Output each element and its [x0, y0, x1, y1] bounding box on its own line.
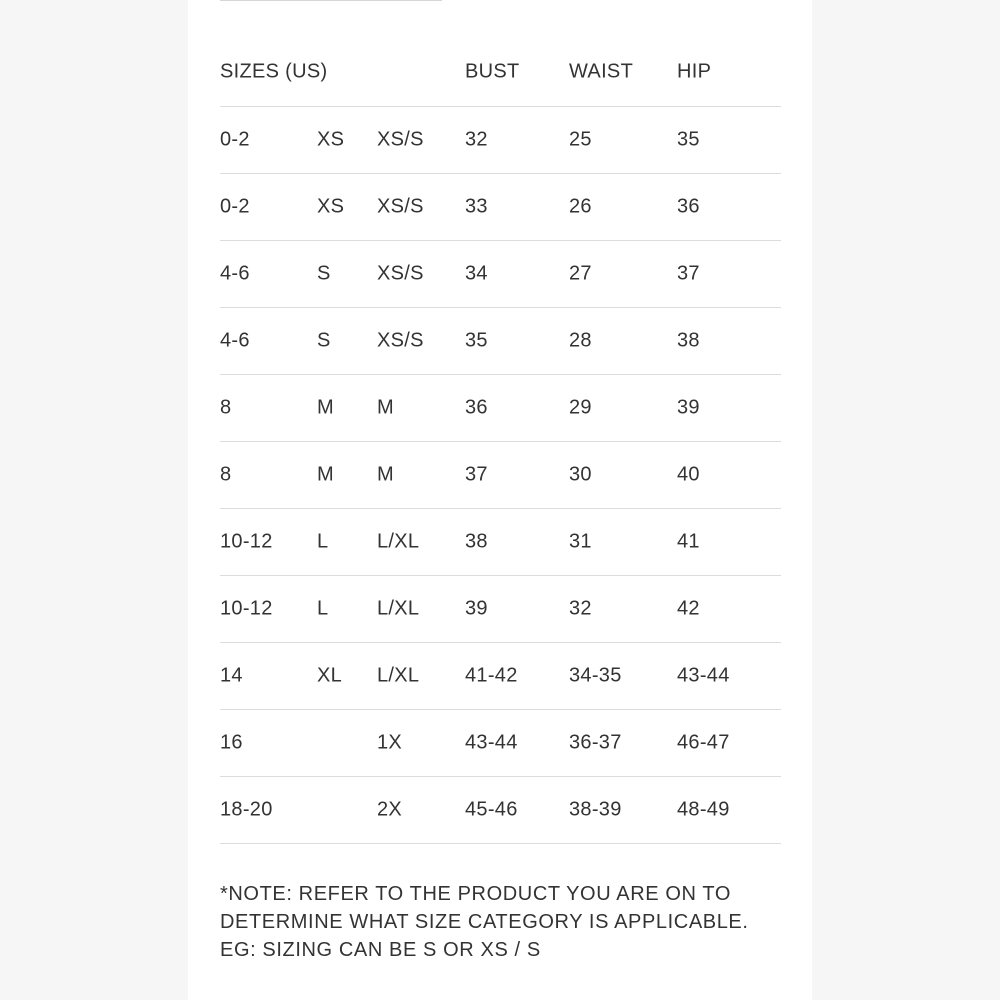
cell-waist: 31 — [569, 530, 592, 553]
cell-combo-size: XS/S — [377, 128, 424, 151]
cell-waist: 36-37 — [569, 731, 622, 754]
cell-combo-size: L/XL — [377, 597, 420, 620]
cell-alpha-size: XS — [317, 195, 345, 218]
cell-hip: 43-44 — [677, 664, 730, 687]
cell-us-size: 4-6 — [220, 329, 250, 352]
cell-us-size: 14 — [220, 664, 243, 687]
cell-hip: 39 — [677, 396, 700, 419]
cell-us-size: 16 — [220, 731, 243, 754]
cell-hip: 36 — [677, 195, 700, 218]
cell-combo-size: M — [377, 463, 394, 486]
cell-combo-size: 2X — [377, 798, 403, 821]
cell-us-size: 10-12 — [220, 530, 273, 553]
cell-hip: 35 — [677, 128, 700, 151]
cell-us-size: 0-2 — [220, 128, 250, 151]
cell-bust: 39 — [465, 597, 488, 620]
table-row — [220, 777, 781, 844]
cell-waist: 34-35 — [569, 664, 622, 687]
cell-combo-size: M — [377, 396, 394, 419]
cell-bust: 38 — [465, 530, 488, 553]
cell-bust: 37 — [465, 463, 488, 486]
size-note: *NOTE: REFER TO THE PRODUCT YOU ARE ON TO DETERMINE WHAT SIZE CATEGORY IS APPLICABLE. EG: SIZING CAN BE S OR XS / S — [220, 883, 749, 961]
cell-us-size: 4-6 — [220, 262, 250, 285]
table-row — [220, 576, 781, 643]
header-bust: BUST — [465, 60, 520, 82]
size-chart-panel — [188, 0, 812, 1000]
cell-hip: 46-47 — [677, 731, 730, 754]
cell-hip: 41 — [677, 530, 700, 553]
cell-alpha-size: M — [317, 396, 334, 419]
cell-us-size: 10-12 — [220, 597, 273, 620]
table-row — [220, 710, 781, 777]
table-body — [220, 107, 781, 844]
cell-waist: 30 — [569, 463, 592, 486]
cell-hip: 48-49 — [677, 798, 730, 821]
cell-us-size: 0-2 — [220, 195, 250, 218]
cell-bust: 45-46 — [465, 798, 518, 821]
cell-waist: 27 — [569, 262, 592, 285]
cell-hip: 40 — [677, 463, 700, 486]
cell-alpha-size: L — [317, 597, 329, 620]
cell-waist: 28 — [569, 329, 592, 352]
header-hip: HIP — [677, 60, 712, 82]
cell-bust: 32 — [465, 128, 488, 151]
cell-bust: 35 — [465, 329, 488, 352]
unit-toggle[interactable] — [220, 0, 442, 1]
cell-alpha-size: L — [317, 530, 329, 553]
table-row — [220, 442, 781, 509]
cell-waist: 25 — [569, 128, 592, 151]
cell-waist: 32 — [569, 597, 592, 620]
cell-alpha-size: M — [317, 463, 334, 486]
cell-bust: 34 — [465, 262, 488, 285]
cell-bust: 36 — [465, 396, 488, 419]
table-row — [220, 643, 781, 710]
header-sizes-us: SIZES (US) — [220, 60, 328, 82]
unit-toggle-divider — [332, 0, 333, 1]
cell-us-size: 8 — [220, 396, 232, 419]
cell-us-size: 8 — [220, 463, 232, 486]
table-row — [220, 375, 781, 442]
table-header-row — [220, 37, 781, 107]
table-row — [220, 509, 781, 576]
size-table — [220, 37, 781, 844]
cell-alpha-size: XS — [317, 128, 345, 151]
cell-combo-size: XS/S — [377, 262, 424, 285]
header-waist: WAIST — [569, 60, 634, 82]
table-row — [220, 107, 781, 174]
cell-waist: 38-39 — [569, 798, 622, 821]
cell-waist: 26 — [569, 195, 592, 218]
cell-combo-size: XS/S — [377, 195, 424, 218]
cell-hip: 42 — [677, 597, 700, 620]
table-row — [220, 308, 781, 375]
cell-hip: 37 — [677, 262, 700, 285]
cell-bust: 43-44 — [465, 731, 518, 754]
cell-combo-size: XS/S — [377, 329, 424, 352]
cell-bust: 33 — [465, 195, 488, 218]
cell-bust: 41-42 — [465, 664, 518, 687]
table-row — [220, 174, 781, 241]
cell-waist: 29 — [569, 396, 592, 419]
table-row — [220, 241, 781, 308]
cell-combo-size: L/XL — [377, 530, 420, 553]
cell-us-size: 18-20 — [220, 798, 273, 821]
cell-alpha-size: S — [317, 262, 331, 285]
cell-combo-size: 1X — [377, 731, 403, 754]
cell-alpha-size: S — [317, 329, 331, 352]
cell-hip: 38 — [677, 329, 700, 352]
cell-combo-size: L/XL — [377, 664, 420, 687]
cell-alpha-size: XL — [317, 664, 343, 687]
